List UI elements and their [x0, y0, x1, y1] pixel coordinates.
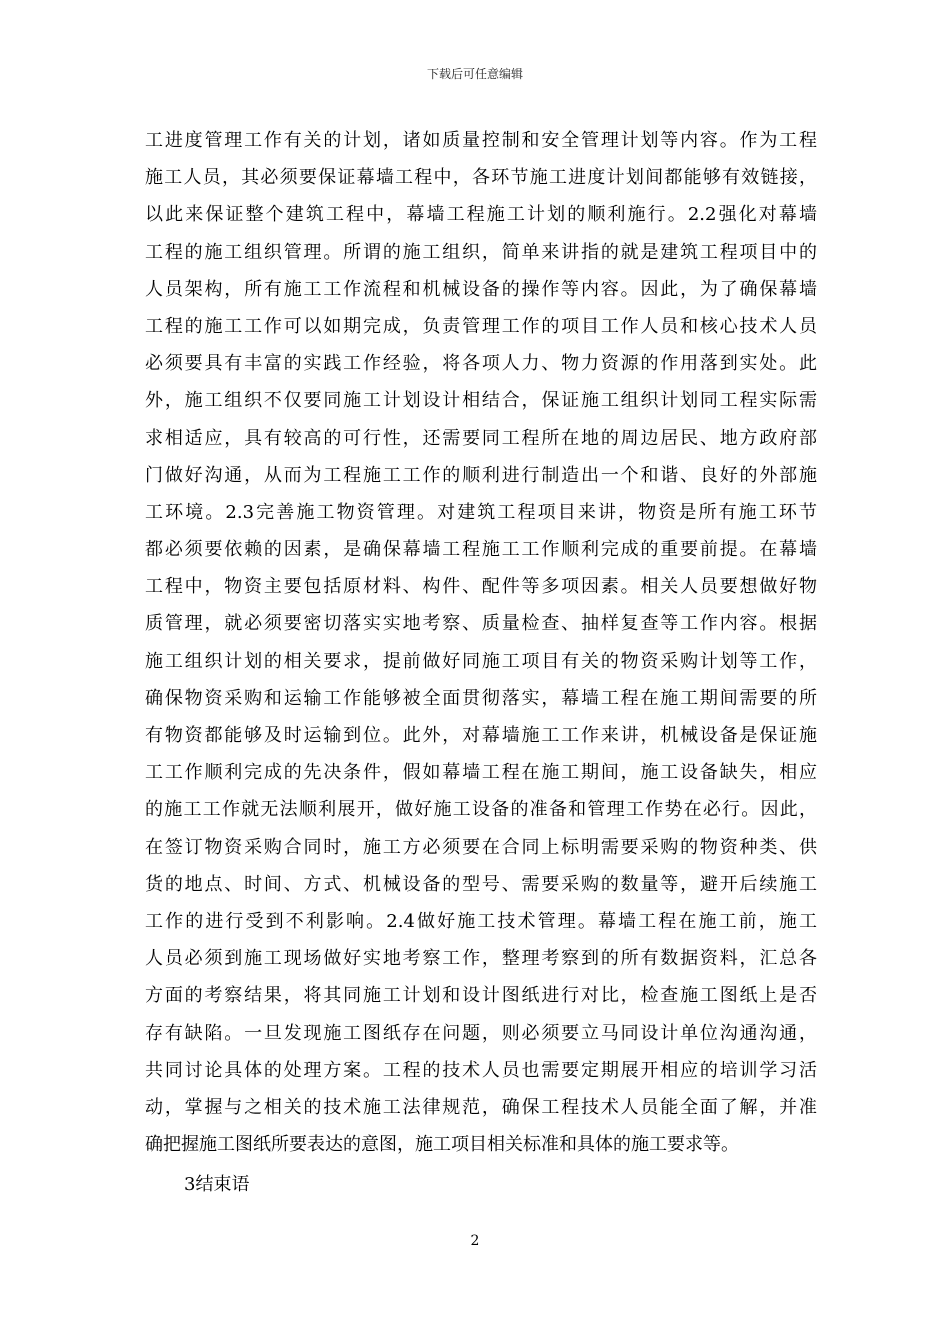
paragraph-line: 工程中，物资主要包括原材料、构件、配件等多项因素。相关人员要想做好物 [145, 576, 817, 598]
paragraph-line: 有物资都能够及时运输到位。此外，对幕墙施工工作来讲，机械设备是保证施 [145, 725, 817, 746]
paragraph-line: 工工作顺利完成的先决条件，假如幕墙工程在施工期间，施工设备缺失，相应 [145, 762, 817, 784]
paragraph-line: 外，施工组织不仅要同施工计划设计相结合，保证施工组织计划同工程实际需 [145, 390, 817, 412]
paragraph-line: 确把握施工图纸所要表达的意图，施工项目相关标准和具体的施工要求等。 [145, 1134, 739, 1156]
paragraph-line: 工进度管理工作有关的计划，诸如质量控制和安全管理计划等内容。作为工程 [145, 130, 817, 151]
body-text [145, 122, 817, 1163]
section-heading: 3结束语 [184, 1174, 250, 1195]
paragraph-line: 施工组织计划的相关要求，提前做好同施工项目有关的物资采购计划等工作， [145, 650, 817, 672]
paragraph-line: 都必须要依赖的因素，是确保幕墙工程施工工作顺利完成的重要前提。在幕墙 [145, 539, 817, 561]
paragraph-line: 人员架构，所有施工工作流程和机械设备的操作等内容。因此，为了确保幕墙 [145, 278, 817, 300]
paragraph-line: 存有缺陷。一旦发现施工图纸存在问题，则必须要立马同设计单位沟通沟通， [145, 1022, 817, 1044]
paragraph-line: 确保物资采购和运输工作能够被全面贯彻落实，幕墙工程在施工期间需要的所 [145, 687, 817, 709]
paragraph-line: 的施工工作就无法顺利展开，做好施工设备的准备和管理工作势在必行。因此， [145, 799, 817, 821]
paragraph-line: 货的地点、时间、方式、机械设备的型号、需要采购的数量等，避开后续施工 [145, 873, 817, 895]
paragraph-line: 质管理，就必须要密切落实实地考察、质量检查、抽样复查等工作内容。根据 [145, 613, 817, 635]
page-header: 下载后可任意编辑 [426, 67, 523, 81]
paragraph-line: 动，掌握与之相关的技术施工法律规范，确保工程技术人员能全面了解，并准 [145, 1096, 817, 1118]
paragraph-line: 工程的施工组织管理。所谓的施工组织，简单来讲指的就是建筑工程项目中的 [145, 241, 817, 263]
paragraph-line: 工程的施工工作可以如期完成，负责管理工作的项目工作人员和核心技术人员 [145, 315, 817, 337]
paragraph-line: 求相适应，具有较高的可行性，还需要同工程所在地的周边居民、地方政府部 [145, 427, 817, 449]
paragraph-line: 共同讨论具体的处理方案。工程的技术人员也需要定期展开相应的培训学习活 [145, 1059, 817, 1081]
paragraph-line: 在签订物资采购合同时，施工方必须要在合同上标明需要采购的物资种类、供 [145, 836, 817, 858]
paragraph-line: 工作的进行受到不利影响。2.4做好施工技术管理。幕墙工程在施工前，施工 [145, 910, 817, 932]
paragraph-line: 人员必须到施工现场做好实地考察工作，整理考察到的所有数据资料，汇总各 [145, 948, 817, 970]
paragraph-line: 施工人员，其必须要保证幕墙工程中，各环节施工进度计划间都能够有效链接， [145, 167, 817, 189]
paragraph-line: 工环境。2.3完善施工物资管理。对建筑工程项目来讲，物资是所有施工环节 [145, 501, 817, 523]
paragraph-line: 方面的考察结果，将其同施工计划和设计图纸进行对比，检查施工图纸上是否 [145, 985, 817, 1007]
paragraph-line: 门做好沟通，从而为工程施工工作的顺利进行制造出一个和谐、良好的外部施 [145, 464, 817, 486]
page-number: 2 [470, 1233, 480, 1249]
paragraph-line: 以此来保证整个建筑工程中，幕墙工程施工计划的顺利施行。2.2强化对幕墙 [145, 204, 817, 226]
paragraph-line: 必须要具有丰富的实践工作经验，将各项人力、物力资源的作用落到实处。此 [145, 353, 817, 375]
